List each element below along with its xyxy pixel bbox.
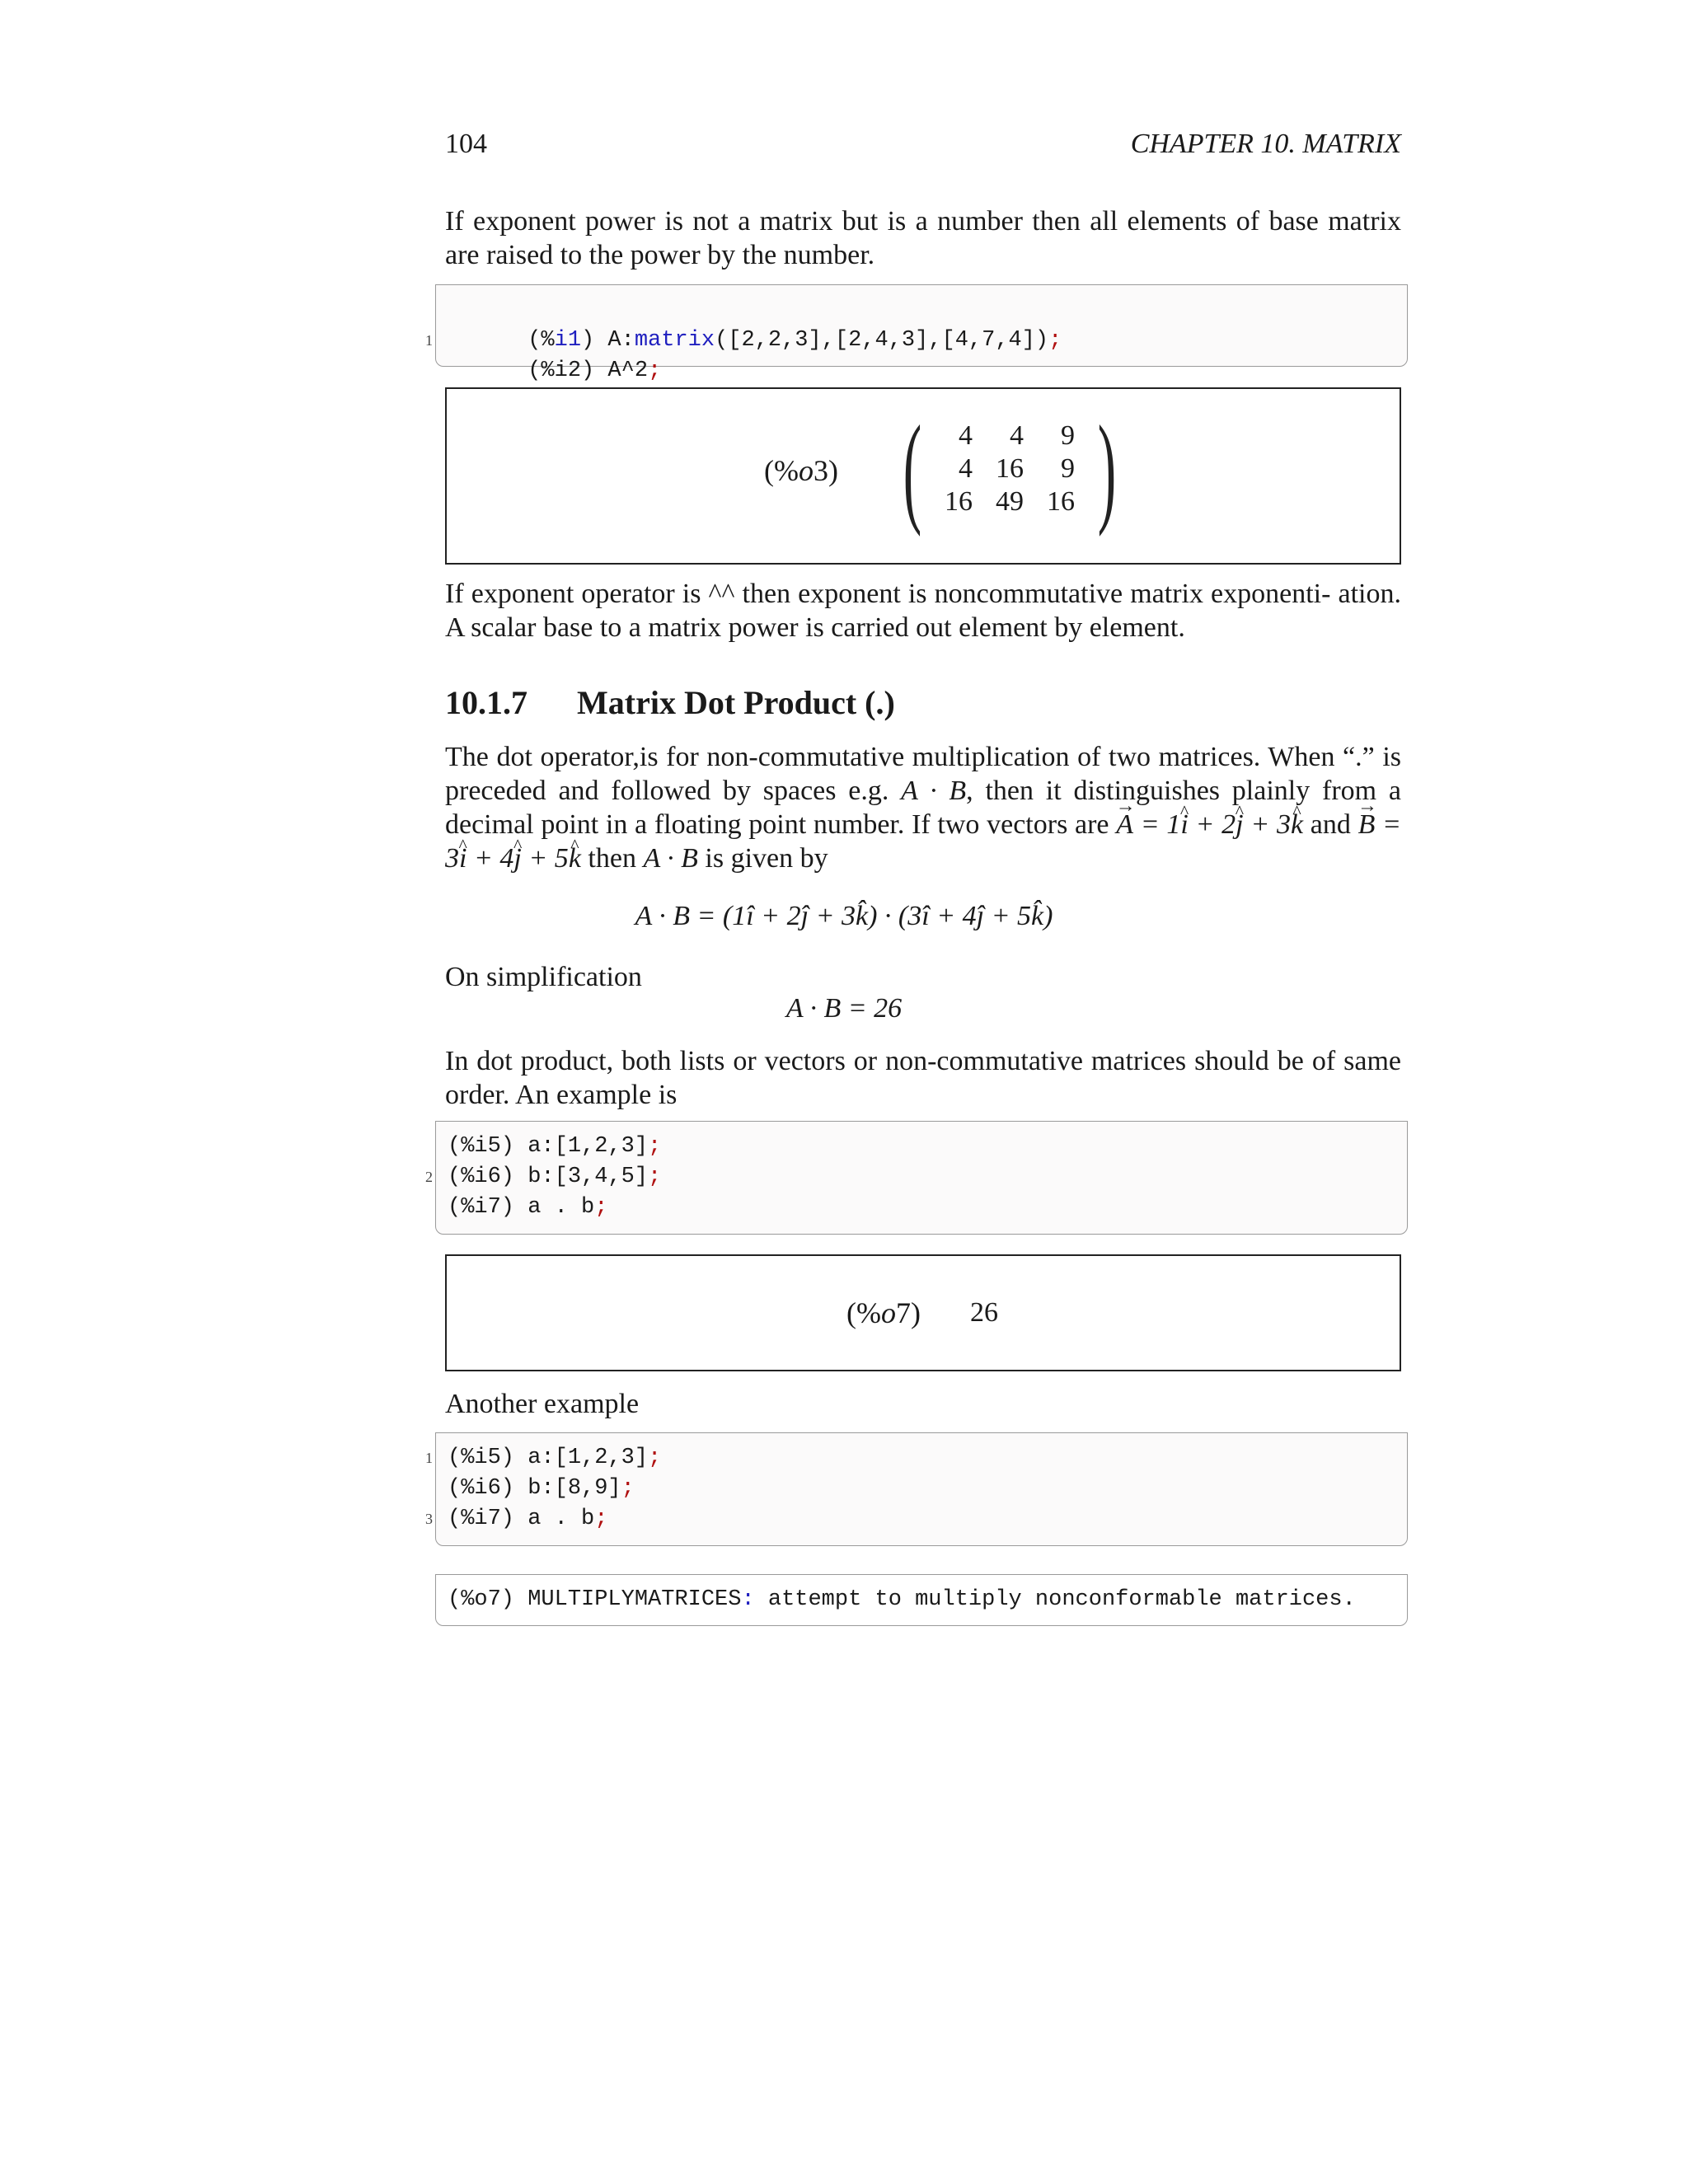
result-matrix [892,401,1128,537]
code-line: 3 (%i7) a . b; [448,1504,1395,1535]
code-line: 1 (%i1) A:matrix([2,2,3],[2,4,3],[4,7,4]); [448,295,1395,326]
paragraph-2: If exponent operator is ^^ then exponent is noncommutative matrix exponenti- ation. A scalar base to a matrix power is carried out element by element. [445,579,1401,643]
chapter-title: CHAPTER 10. MATRIX [1130,129,1401,159]
left-paren: ( [903,401,922,537]
code-line: (%i2) A^2; [528,359,662,383]
line-number: 2 [425,1169,433,1185]
code-line: (%i7) a . b; [448,1195,608,1220]
page-header [445,124,1401,165]
matrix-row: 16 49 16 [944,486,1075,517]
code-block-2 [425,1121,1408,1235]
paragraph-3: The dot operator,is for non-commutative multiplication of two matrices. When “.” is preceded and followed by spaces e.g. A · B, then it distinguishes plainly from a decimal point in a floating point number. If two vectors are A → = 1i ^ + 2j ^ + 3k ^ and B → = 3i ^ + 4j ^ + 5k ^ then A · B is given by [445,740,1401,875]
line-number: 3 [425,1511,433,1527]
section-heading [445,682,895,724]
right-paren: ) [1097,401,1117,537]
line-number: 1 [425,332,433,349]
on-simplification-text: On simplification [445,962,642,992]
paragraph-3-block [445,740,1401,875]
on-simplification-block [445,960,1401,994]
matrix-row: 4 4 9 [958,420,1075,451]
matrix-row: 4 16 9 [958,453,1075,484]
output-box-2 [445,1254,1401,1371]
line-number: 1 [425,1450,433,1466]
code-line: 1 (%i5) a:[1,2,3]; [448,1443,1395,1474]
code-block-1 [425,284,1408,383]
paragraph-4: In dot product, both lists or vectors or non-commutative matrices should be of same order. An example is [445,1046,1401,1110]
output-box-1 [445,387,1401,565]
paragraph-2-block [445,577,1401,644]
matrix-table [933,419,1086,518]
code-block-3 [425,1432,1408,1546]
equation-2: A · B = 26 [785,993,903,1024]
paragraph-4-block [445,1044,1401,1112]
intro-paragraph: If exponent power is not a matrix but is a number then all elements of base matrix are raised to the power by the number. [445,206,1401,270]
error-output-box: (%o7) MULTIPLYMATRICES: attempt to multiply nonconformable matrices. [435,1574,1408,1626]
another-example-block [445,1387,1401,1421]
page-number: 104 [445,129,487,159]
output-value: 26 [970,1297,998,1328]
section-title: Matrix Dot Product (.) [577,684,895,721]
code-line: (%i6) b:[8,9]; [448,1476,635,1501]
code-line: 2 (%i6) b:[3,4,5]; [448,1162,1395,1193]
section-number: 10.1.7 [445,684,528,721]
code-line: (%i5) a:[1,2,3]; [448,1134,662,1159]
another-example-text: Another example [445,1389,640,1419]
output-label: (%o3) [764,454,838,487]
intro-block [445,204,1401,272]
output-label: (%o7) [846,1296,921,1329]
equation-1: A · B = (1î + 2ĵ + 3k̂) · (3î + 4ĵ + 5k̂) [635,901,1053,931]
